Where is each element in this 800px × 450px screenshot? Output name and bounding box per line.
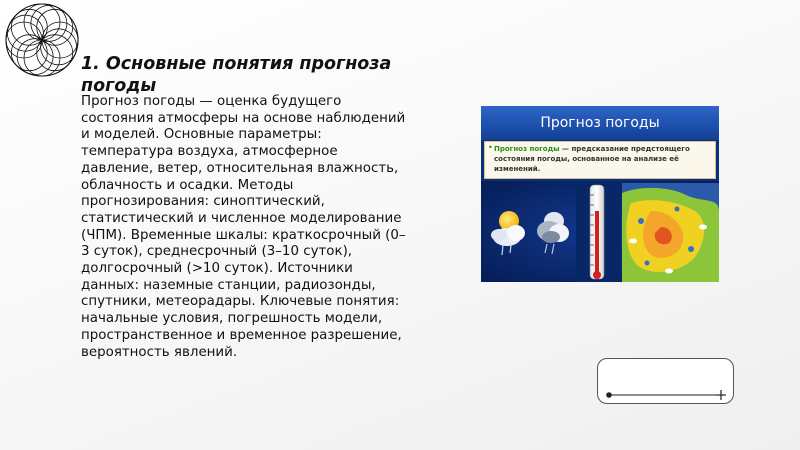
definition-text: — предсказание предстоящего состояния погоды, основанное на анализе её изменений. — [494, 145, 690, 173]
illustration-graphics — [481, 181, 719, 282]
thermometer-icon — [576, 183, 621, 282]
weather-map — [622, 183, 719, 282]
slide-body-text: Прогноз погоды — оценка будущего состояния атмосферы на основе наблюдений и моделей. Основные параметры: температура воздуха, атмосферное давление, ветер, относительная влажность, облачность и осадки. Методы прогнозирования: синоптический, статистический и численное моделирование (ЧПМ). Временные шкалы: краткосрочный (0–3 суток), среднесрочный (3–10 суток), долгосрочный (>10 суток). Источники данных: наземные станции, радиозонды, спутники, метеорадары. Ключевые понятия: начальные условия, погрешность модели, пространственное и временное разрешение, вероятность явлений. — [81, 94, 406, 360]
slide-title: 1. Основные понятия прогноза погоды — [81, 54, 392, 96]
decorative-rosette-icon — [4, 2, 80, 78]
weather-forecast-illustration — [481, 106, 719, 282]
illustration-definition — [484, 141, 716, 179]
definition-term: Прогноз погоды — [494, 145, 560, 153]
illustration-header: Прогноз погоды — [481, 106, 719, 140]
bullet-icon: • — [488, 143, 493, 152]
dot-marker-icon[interactable] — [604, 390, 614, 400]
timeline-slider[interactable] — [597, 358, 734, 404]
plus-marker-icon[interactable] — [715, 389, 727, 401]
